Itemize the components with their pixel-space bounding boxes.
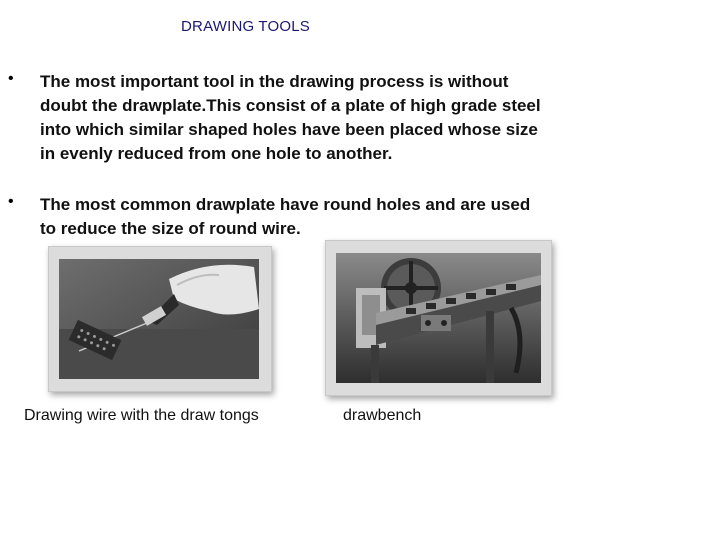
- bullet-line: The most important tool in the drawing process is without: [40, 72, 509, 91]
- bullet-symbol: •: [8, 193, 14, 210]
- figure-caption-draw-tongs: Drawing wire with the draw tongs: [24, 407, 259, 424]
- bullet-line: into which similar shaped holes have been placed whose size: [40, 120, 538, 139]
- page-title: DRAWING TOOLS: [181, 18, 311, 35]
- bullet-text: [40, 193, 620, 241]
- bullet-line: The most common drawplate have round holes and are used: [40, 195, 531, 214]
- draw-tongs-photo: [48, 246, 272, 392]
- bullet-line: doubt the drawplate.This consist of a plate of high grade steel: [40, 96, 541, 115]
- bullet-line: to reduce the size of round wire.: [40, 219, 301, 238]
- figure-caption-drawbench: drawbench: [343, 407, 422, 424]
- drawbench-illustration: [336, 253, 541, 383]
- draw-tongs-illustration: [59, 259, 259, 379]
- bullet-text: [40, 70, 620, 166]
- bullet-line: in evenly reduced from one hole to another.: [40, 144, 393, 163]
- bullet-symbol: •: [8, 70, 14, 87]
- drawbench-photo: [325, 240, 552, 396]
